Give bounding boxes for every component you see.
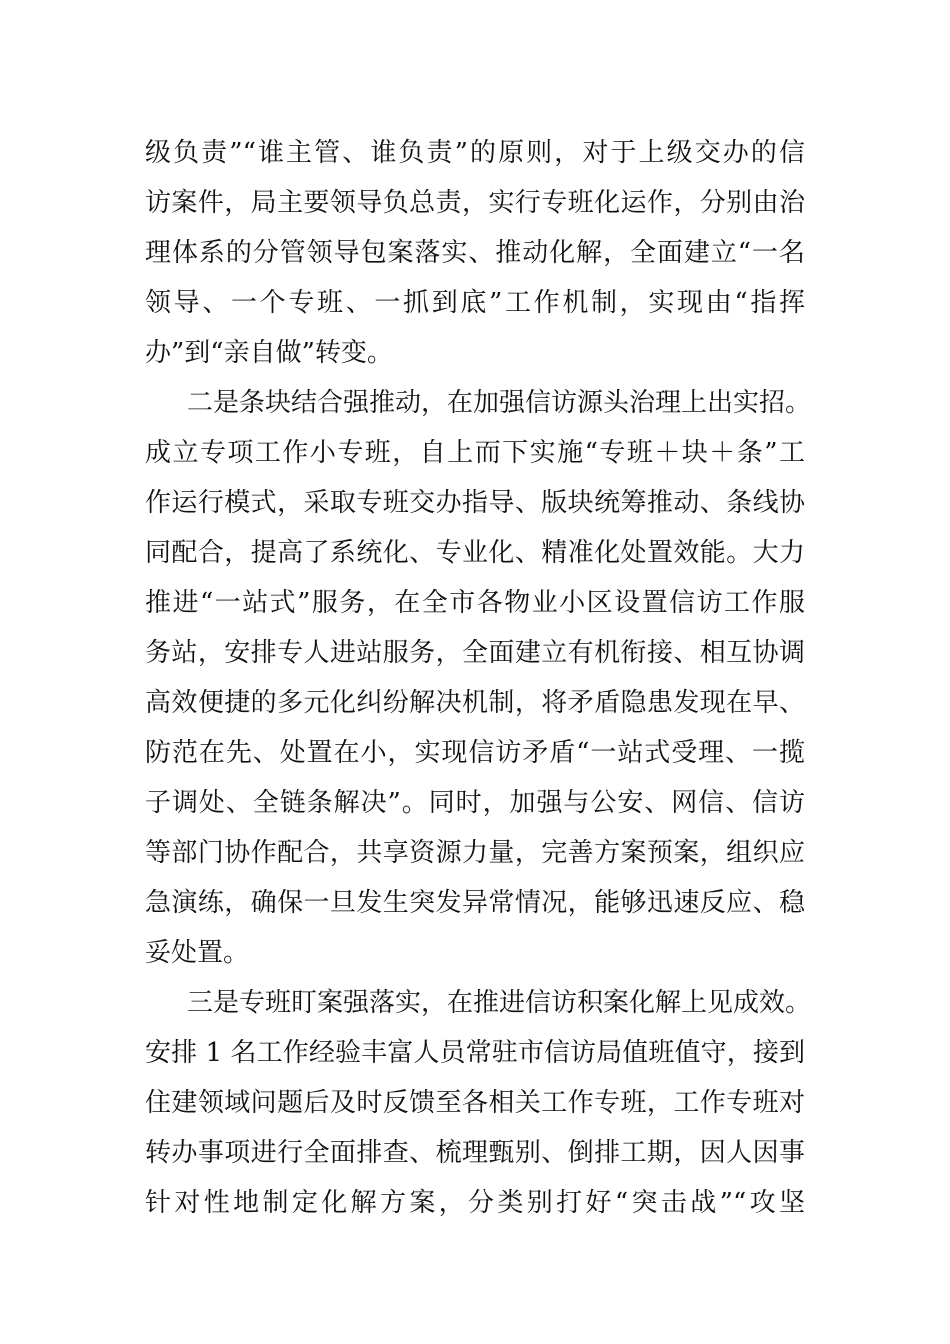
text-line: 安排 1 名工作经验丰富人员常驻市信访局值班值守，接到 xyxy=(145,1038,805,1068)
text-line: 成立专项工作小专班，自上而下实施“专班＋块＋条”工 xyxy=(145,438,805,468)
text-line: 访案件，局主要领导负总责，实行专班化运作，分别由治 xyxy=(145,188,805,218)
text-line: 高效便捷的多元化纠纷解决机制，将矛盾隐患发现在早、 xyxy=(145,688,805,718)
text-line: 办”到“亲自做”转变。 xyxy=(145,338,393,368)
text-line: 级负责”“谁主管、谁负责”的原则，对于上级交办的信 xyxy=(145,138,805,168)
text-line: 等部门协作配合，共享资源力量，完善方案预案，组织应 xyxy=(145,838,805,868)
text-line: 务站，安排专人进站服务，全面建立有机衔接、相互协调 xyxy=(145,638,805,668)
paragraph-2-heading-line: 二是条块结合强推动，在加强信访源头治理上出实招。 xyxy=(187,388,812,418)
body-text xyxy=(145,128,812,1228)
text-line: 防范在先、处置在小，实现信访矛盾“一站式受理、一揽 xyxy=(145,738,805,768)
text-line: 领导、一个专班、一抓到底”工作机制，实现由“指挥 xyxy=(145,288,805,318)
text-line: 推进“一站式”服务，在全市各物业小区设置信访工作服 xyxy=(145,588,805,618)
text-line: 子调处、全链条解决”。同时，加强与公安、网信、信访 xyxy=(145,788,805,818)
text-line: 转办事项进行全面排查、梳理甄别、倒排工期，因人因事 xyxy=(145,1138,805,1168)
text-line: 同配合，提高了系统化、专业化、精准化处置效能。大力 xyxy=(145,538,805,568)
text-line: 针对性地制定化解方案，分类别打好“突击战”“攻坚 xyxy=(145,1188,805,1218)
text-line: 住建领域问题后及时反馈至各相关工作专班，工作专班对 xyxy=(145,1088,805,1118)
text-line: 理体系的分管领导包案落实、推动化解，全面建立“一名 xyxy=(145,238,805,268)
text-line: 作运行模式，采取专班交办指导、版块统筹推动、条线协 xyxy=(145,488,805,518)
text-line: 妥处置。 xyxy=(145,938,250,968)
text-line: 急演练，确保一旦发生突发异常情况，能够迅速反应、稳 xyxy=(145,888,805,918)
paragraph-3-heading-line: 三是专班盯案强落实，在推进信访积案化解上见成效。 xyxy=(187,988,812,1018)
